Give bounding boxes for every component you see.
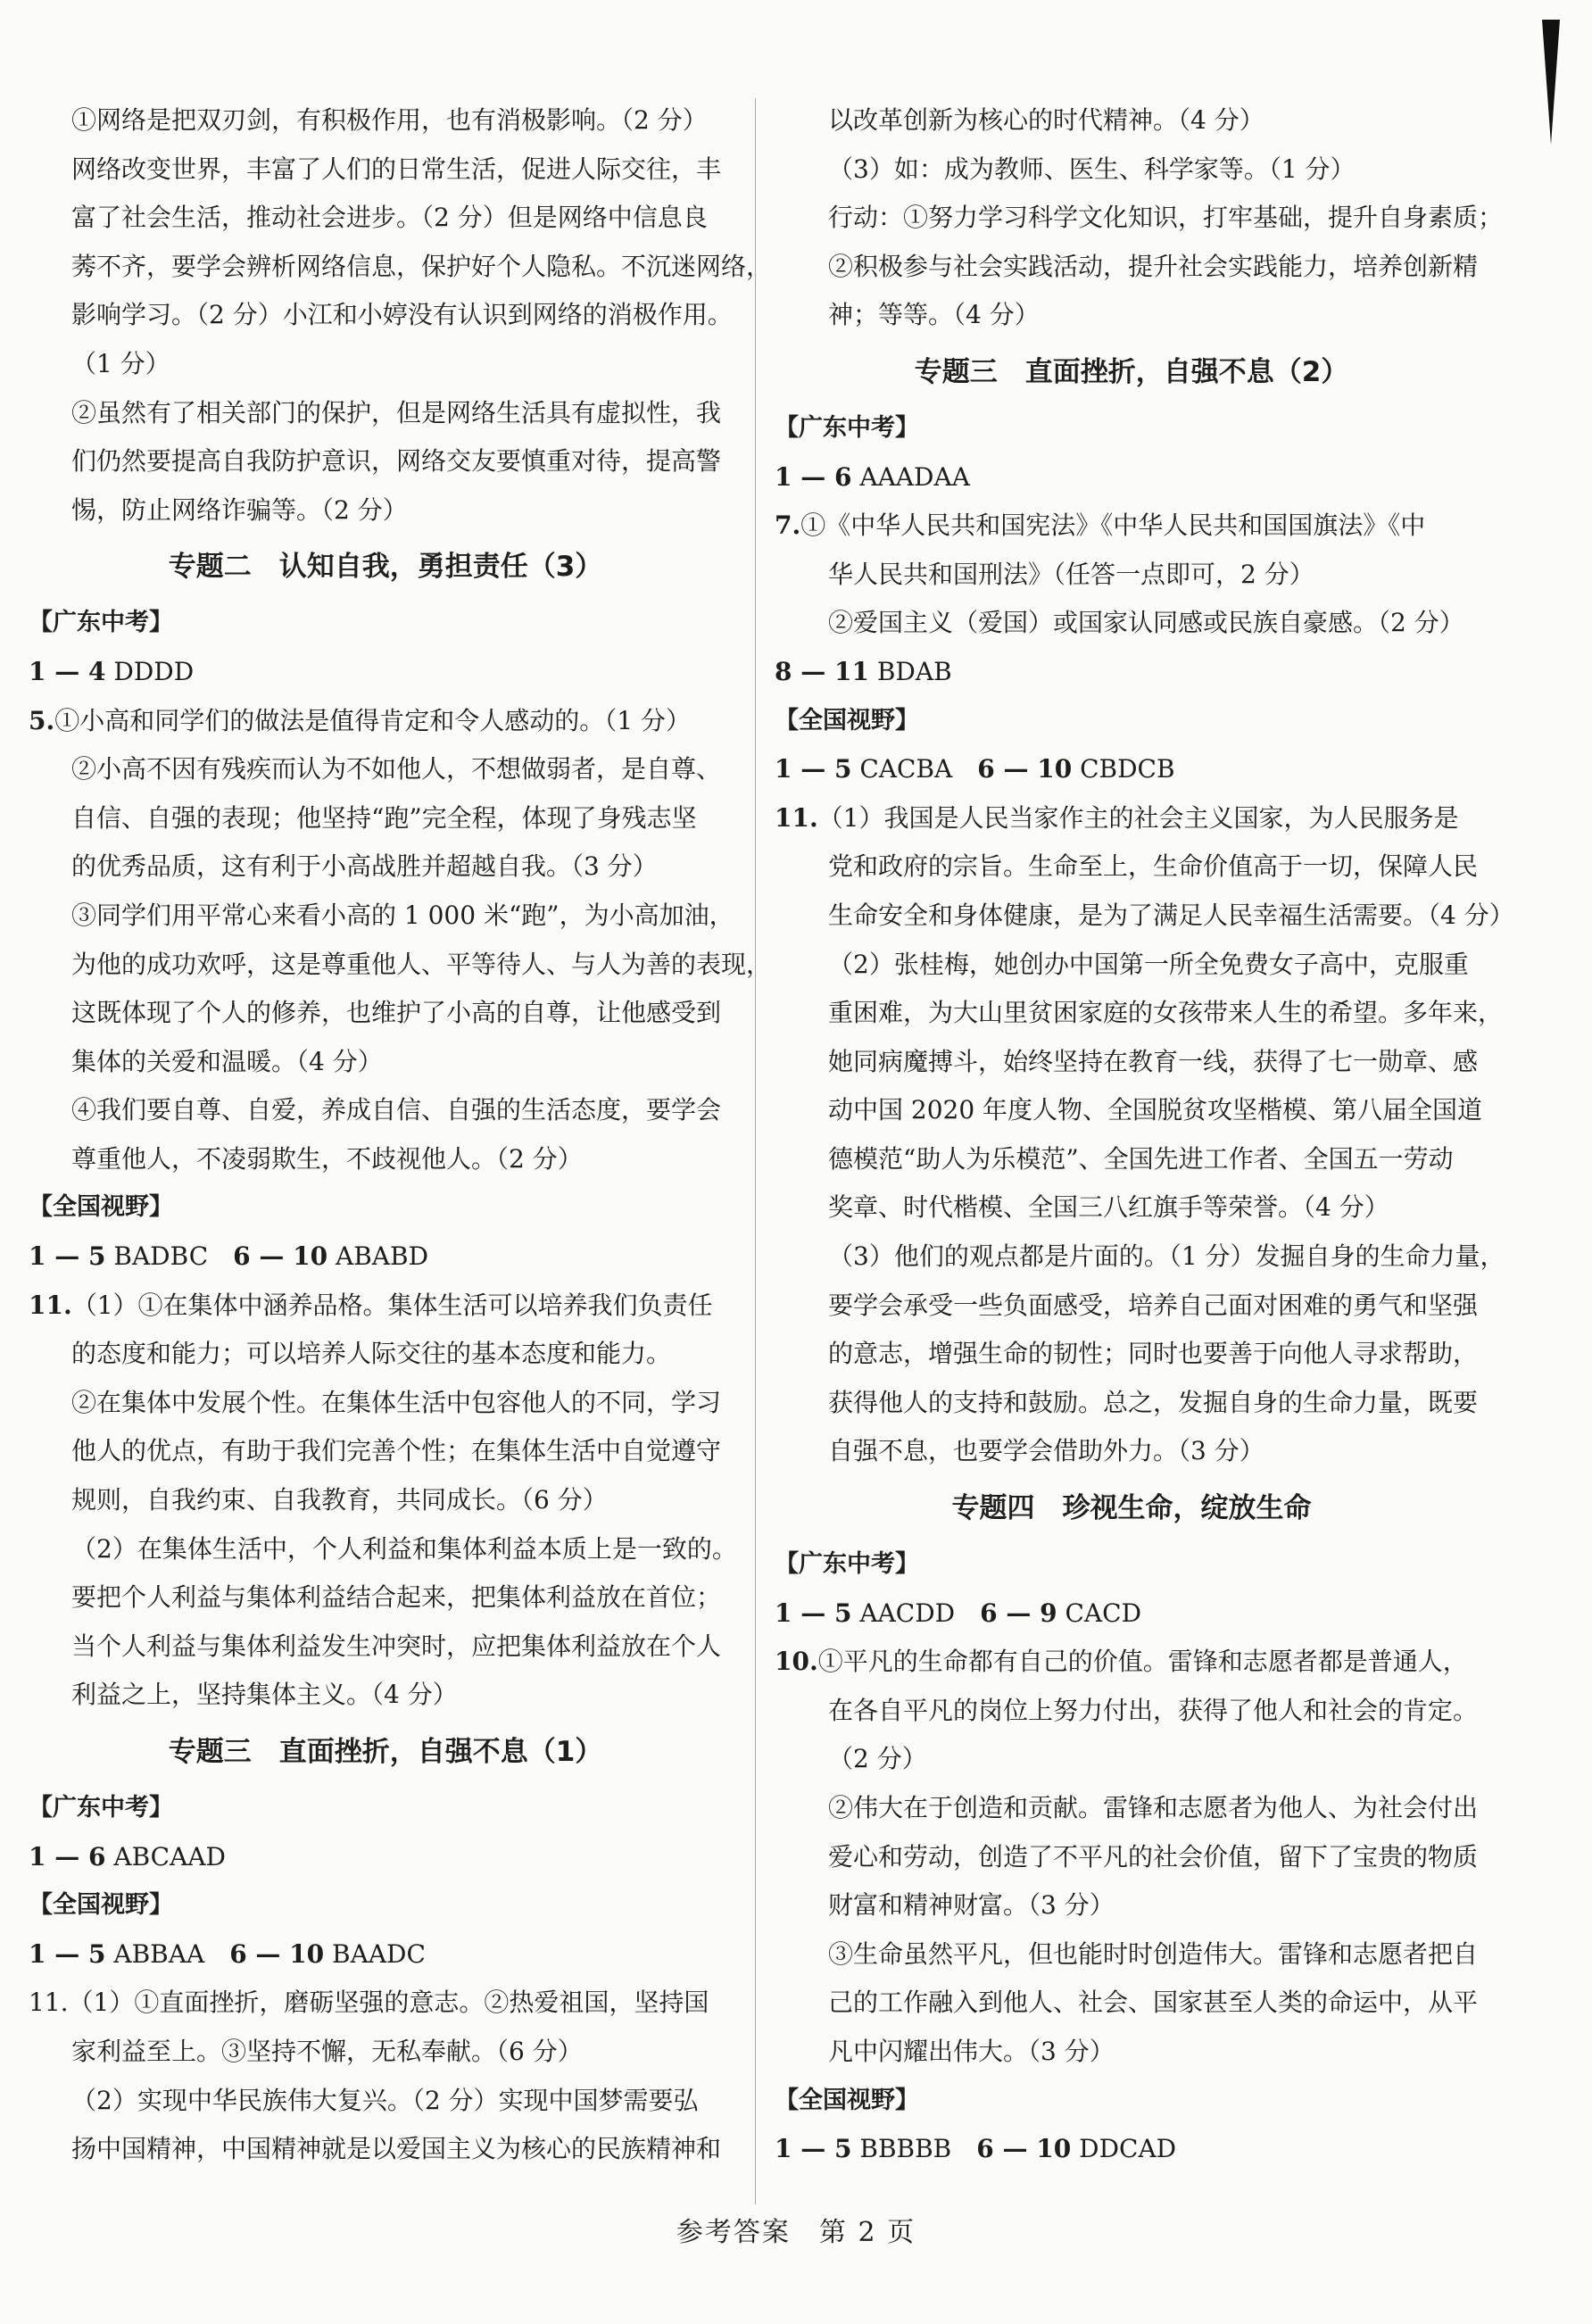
answer-line <box>29 2077 742 2126</box>
answer-text: 集体的关爱和温暖。（4 分） <box>71 1046 383 1076</box>
answer-line <box>775 794 1488 843</box>
answer-text: 以改革创新为核心的时代精神。（4 分） <box>828 105 1264 135</box>
answer-line <box>775 989 1504 1038</box>
section-tag <box>775 1540 1488 1589</box>
answer-text: 规则，自我约束、自我教育，共同成长。（6 分） <box>71 1485 608 1515</box>
answer-line <box>775 941 1488 990</box>
answer-text: 【全国视野】 <box>775 706 919 735</box>
answer-text: 爱心和劳动，创造了不平凡的社会价值，留下了宝贵的物质 <box>828 1841 1479 1872</box>
answer-line <box>775 1881 1488 1930</box>
answer-text: ①《中华人民共和国宪法》《中华人民共和国国旗法》《中 <box>800 510 1426 541</box>
answer-line <box>29 1476 742 1525</box>
answer-text: AACDD <box>851 1598 981 1628</box>
answer-line <box>775 96 1488 145</box>
section-tag <box>29 1881 742 1930</box>
answer-line <box>29 194 742 243</box>
answer-text: ③同学们用平常心来看小高的 1 000 米“跑”，为小高加油， <box>71 900 734 930</box>
section-tag <box>29 599 742 648</box>
answer-line <box>775 1086 1488 1135</box>
answer-text: 行动：①努力学习科学文化知识，打牢基础，提升自身素质； <box>828 203 1504 233</box>
answer-text: 的优秀品质，这有利于小高战胜并超越自我。（3 分） <box>71 851 658 882</box>
answer-text: 专题四 珍视生命，绽放生命 <box>951 1492 1312 1525</box>
answer-line <box>29 1979 742 2028</box>
answer-line <box>775 745 1488 794</box>
answer-text: 网络改变世界，丰富了人们的日常生活，促进人际交往，丰 <box>71 154 722 184</box>
answer-line <box>29 648 742 697</box>
answer-line <box>29 291 742 340</box>
answer-line <box>775 648 1488 697</box>
answer-line <box>775 1135 1488 1184</box>
answer-text: 【广东中考】 <box>775 413 919 442</box>
page-footer: 参考答案 第 2 页 <box>676 2217 916 2248</box>
answer-text: 他人的优点，有助于我们完善个性；在集体生活中自觉遵守 <box>71 1436 722 1466</box>
answer-line <box>775 1183 1488 1233</box>
answer-text: ABBAA <box>105 1938 230 1969</box>
answer-line <box>775 1833 1488 1882</box>
answer-text: 【广东中考】 <box>775 1550 919 1579</box>
answer-text: （1）①在集体中涵养品格。集体生活可以培养我们负责任 <box>71 1290 713 1320</box>
answer-text: 凡中闪耀出伟大。（3 分） <box>828 2036 1115 2066</box>
answer-text: 德模范“助人为乐模范”、全国先进工作者、全国五一劳动 <box>828 1143 1454 1174</box>
answer-line <box>775 1638 1488 1687</box>
answer-line <box>775 1233 1505 1282</box>
answer-text: 专题二 认知自我，勇担责任（3） <box>168 551 603 584</box>
answer-text: 们仍然要提高自我防护意识，网络交友要慎重对待，提高警 <box>71 446 722 477</box>
answer-text: DDCAD <box>1071 2134 1177 2164</box>
answer-line <box>29 745 742 794</box>
answer-line <box>29 989 742 1038</box>
answer-line <box>29 243 772 292</box>
question-number: 7. <box>775 510 801 541</box>
answer-text: 【全国视野】 <box>775 2086 919 2114</box>
answer-text: ③生命虽然平凡，但也能时时创造伟大。雷锋和志愿者把自 <box>828 1938 1479 1969</box>
question-number: 1 — 4 <box>29 656 106 686</box>
answer-text: （2）实现中华民族伟大复兴。（2 分）实现中国梦需要弘 <box>71 2085 699 2115</box>
question-number: 1 — 5 <box>775 2134 852 2164</box>
answer-line <box>29 340 742 389</box>
answer-line <box>775 2125 1488 2174</box>
question-number: 5. <box>29 705 55 735</box>
answer-line <box>29 1833 742 1882</box>
answer-text: ABABD <box>328 1241 429 1272</box>
answer-text: ④我们要自尊、自爱，养成自信、自强的生活态度，要学会 <box>71 1095 722 1125</box>
answer-line <box>29 1671 742 1720</box>
answer-text: ①小高和同学们的做法是值得肯定和令人感动的。（1 分） <box>54 705 691 735</box>
answer-line <box>775 502 1488 551</box>
question-number: 8 — 11 <box>775 656 869 686</box>
question-number: 6 — 10 <box>977 754 1073 784</box>
answer-line <box>29 842 742 892</box>
answer-text: 财富和精神财富。（3 分） <box>828 1890 1115 1921</box>
answer-line <box>29 1525 742 1574</box>
answer-text: （3）如：成为教师、医生、科学家等。（1 分） <box>828 154 1356 184</box>
answer-line <box>29 1135 742 1184</box>
answer-line <box>29 486 742 535</box>
answer-text: 生命安全和身体健康，是为了满足人民幸福生活需要。（4 分） <box>828 900 1514 930</box>
answer-text: 惕，防止网络诈骗等。（2 分） <box>71 494 408 525</box>
answer-line <box>775 1930 1488 1980</box>
answer-line <box>29 1379 742 1428</box>
answer-text: 的意志，增强生命的韧性；同时也要善于向他人寻求帮助， <box>828 1339 1479 1369</box>
question-number: 6 — 10 <box>229 1938 325 1969</box>
answer-line <box>29 2028 742 2077</box>
answer-text: （3）他们的观点都是片面的。（1 分）发掘自身的生命力量， <box>828 1241 1505 1272</box>
answer-line <box>29 1086 742 1135</box>
answer-text: 这既体现了个人的修养，也维护了小高的自尊，让他感受到 <box>71 998 722 1028</box>
answer-text: 获得他人的支持和鼓励。总之，发掘自身的生命力量，既要 <box>828 1387 1479 1417</box>
answer-line <box>29 1573 742 1623</box>
question-number: 10. <box>775 1647 818 1677</box>
answer-line <box>29 1930 742 1980</box>
answer-text: BBBBB <box>851 2134 977 2164</box>
answer-line <box>29 2125 742 2174</box>
answer-line <box>775 1979 1488 2028</box>
answer-text: （2）在集体生活中，个人利益和集体利益本质上是一致的。 <box>71 1533 737 1564</box>
answer-line <box>775 1330 1488 1379</box>
answer-text: ②爱国主义（爱国）或国家认同感或民族自豪感。（2 分） <box>828 608 1464 638</box>
section-tag <box>775 697 1488 746</box>
question-number: 6 — 10 <box>976 2134 1072 2164</box>
answer-text: 在各自平凡的岗位上努力付出，获得了他人和社会的肯定。 <box>828 1695 1479 1725</box>
answer-text: 己的工作融入到他人、社会、国家甚至人类的命运中，从平 <box>828 1988 1479 2018</box>
answer-text: 动中国 2020 年度人物、全国脱贫攻坚楷模、第八届全国道 <box>828 1095 1483 1125</box>
answer-line <box>775 1687 1488 1736</box>
question-number: 1 — 5 <box>29 1938 106 1969</box>
answer-line <box>29 697 742 746</box>
answer-line <box>29 941 772 990</box>
answer-text: ②在集体中发展个性。在集体生活中包容他人的不同，学习 <box>71 1387 722 1417</box>
answer-text: 尊重他人，不凌弱欺生，不歧视他人。（2 分） <box>71 1143 583 1174</box>
answer-text: （2）张桂梅，她创办中国第一所全免费女子高中，克服重 <box>828 949 1469 979</box>
answer-line <box>29 389 742 438</box>
answer-text: 扬中国精神，中国精神就是以爱国主义为核心的民族精神和 <box>71 2134 722 2164</box>
answer-line <box>29 437 742 486</box>
column-divider <box>755 98 756 2204</box>
answer-line <box>775 842 1488 892</box>
section-heading <box>29 1720 742 1784</box>
answer-line <box>775 243 1488 292</box>
answer-line <box>29 1623 742 1672</box>
answer-line <box>775 2028 1488 2077</box>
answer-text: 华人民共和国刑法》（任答一点即可，2 分） <box>828 559 1314 589</box>
answer-line <box>775 599 1488 648</box>
question-number: 1 — 5 <box>775 754 852 784</box>
answer-line <box>29 1038 742 1087</box>
answer-text: ABCAAD <box>105 1841 226 1872</box>
answer-text: 影响学习。（2 分）小江和小婷没有认识到网络的消极作用。 <box>71 300 733 330</box>
answer-text: CACBA <box>851 754 978 784</box>
section-heading <box>775 340 1488 404</box>
answer-line <box>775 1589 1488 1639</box>
answer-text: 富了社会生活，推动社会进步。（2 分）但是网络中信息良 <box>71 203 708 233</box>
answer-line <box>29 1233 742 1282</box>
answer-line <box>29 892 742 941</box>
answer-text: 的态度和能力；可以培养人际交往的基本态度和能力。 <box>71 1339 672 1369</box>
answer-text: 党和政府的宗旨。生命至上，生命价值高于一切，保障人民 <box>828 851 1479 882</box>
answer-text: 【广东中考】 <box>29 1794 173 1822</box>
answer-text: ②积极参与社会实践活动，提升社会实践能力，培养创新精 <box>828 251 1479 281</box>
question-number: 11. <box>775 802 818 833</box>
answer-line <box>29 1282 742 1331</box>
question-number: 1 — 6 <box>775 461 852 492</box>
section-tag <box>775 404 1488 453</box>
answer-line <box>775 194 1504 243</box>
answer-line <box>29 1330 742 1379</box>
answer-text: CBDCB <box>1072 754 1175 784</box>
answer-text: 要学会承受一些负面感受，培养自己面对困难的勇气和坚强 <box>828 1290 1479 1320</box>
answer-text: 专题三 直面挫折，自强不息（2） <box>914 355 1349 388</box>
answer-line <box>775 551 1488 600</box>
answer-text: ②小高不因有残疾而认为不如他人，不想做弱者，是自尊、 <box>71 754 722 784</box>
answer-text: BAADC <box>324 1938 426 1969</box>
answer-line <box>29 1427 742 1476</box>
question-number: 1 — 5 <box>29 1241 106 1272</box>
answer-line <box>775 1784 1488 1833</box>
corner-mark <box>1542 20 1560 145</box>
answer-text: BADBC <box>105 1241 234 1272</box>
answer-text: 【广东中考】 <box>29 609 173 637</box>
section-tag <box>775 2077 1488 2126</box>
answer-text: （1 分） <box>71 348 170 378</box>
answer-text: 【全国视野】 <box>29 1891 173 1920</box>
answer-text: 莠不齐，要学会辨析网络信息，保护好个人隐私。不沉迷网络， <box>71 251 772 281</box>
answer-text: 当个人利益与集体利益发生冲突时，应把集体利益放在个人 <box>71 1631 722 1661</box>
section-heading <box>29 535 742 599</box>
answer-text: （1）我国是人民当家作主的社会主义国家，为人民服务是 <box>817 802 1459 833</box>
answer-line <box>775 1282 1488 1331</box>
answer-text: ①网络是把双刃剑，有积极作用，也有消极影响。（2 分） <box>71 105 708 135</box>
answer-text: （2 分） <box>828 1744 927 1774</box>
answer-line <box>29 794 742 843</box>
answer-text: 家利益至上。③坚持不懈，无私奉献。（6 分） <box>71 2036 583 2066</box>
answer-text: 专题三 直面挫折，自强不息（1） <box>168 1736 603 1768</box>
answer-text: 利益之上，坚持集体主义。（4 分） <box>71 1680 458 1710</box>
answer-text: 自信、自强的表现；他坚持“跑”完全程，体现了身残志坚 <box>71 802 697 833</box>
question-number: 6 — 9 <box>980 1598 1057 1628</box>
question-number: 1 — 5 <box>775 1598 852 1628</box>
answer-line <box>775 145 1488 195</box>
answer-text: CACD <box>1057 1598 1142 1628</box>
answer-text: ②伟大在于创造和贡献。雷锋和志愿者为他人、为社会付出 <box>828 1793 1479 1822</box>
answer-line <box>775 892 1514 941</box>
left-column <box>29 96 772 2174</box>
question-number: 11. <box>29 1290 72 1320</box>
answer-line <box>29 96 742 145</box>
answer-line <box>775 1735 1488 1784</box>
answer-text: 要把个人利益与集体利益结合起来，把集体利益放在首位； <box>71 1582 722 1613</box>
answer-text: 奖章、时代楷模、全国三八红旗手等荣誉。（4 分） <box>828 1192 1389 1223</box>
answer-line <box>775 1379 1488 1428</box>
answer-text: 重困难，为大山里贫困家庭的女孩带来人生的希望。多年来， <box>828 998 1504 1028</box>
answer-text: 为他的成功欢呼，这是尊重他人、平等待人、与人为善的表现， <box>71 949 772 979</box>
question-number: 1 — 6 <box>29 1841 106 1872</box>
section-tag <box>29 1183 742 1233</box>
answer-text: 神；等等。（4 分） <box>828 300 1040 330</box>
answer-line <box>29 145 742 195</box>
question-number: 6 — 10 <box>233 1241 328 1272</box>
answer-text: BDAB <box>868 656 952 686</box>
answer-text: 【全国视野】 <box>29 1193 173 1222</box>
answer-text: 自强不息，也要学会借助外力。（3 分） <box>828 1436 1264 1466</box>
answer-text: ②虽然有了相关部门的保护，但是网络生活具有虚拟性，我 <box>71 397 722 427</box>
answer-text: 11.（1）①直面挫折，磨砺坚强的意志。②热爱祖国，坚持国 <box>29 1988 709 2018</box>
answer-text: DDDD <box>105 656 195 686</box>
section-tag <box>29 1784 742 1833</box>
right-column <box>775 96 1514 2174</box>
answer-line <box>775 291 1488 340</box>
answer-line <box>775 453 1488 502</box>
answer-text: AAADAA <box>851 461 970 492</box>
answer-text: 她同病魔搏斗，始终坚持在教育一线，获得了七一勋章、感 <box>828 1046 1479 1076</box>
answer-line <box>775 1038 1488 1087</box>
answer-line <box>775 1427 1488 1476</box>
section-heading <box>775 1476 1488 1540</box>
answer-text: ①平凡的生命都有自己的价值。雷锋和志愿者都是普通人， <box>817 1647 1468 1677</box>
